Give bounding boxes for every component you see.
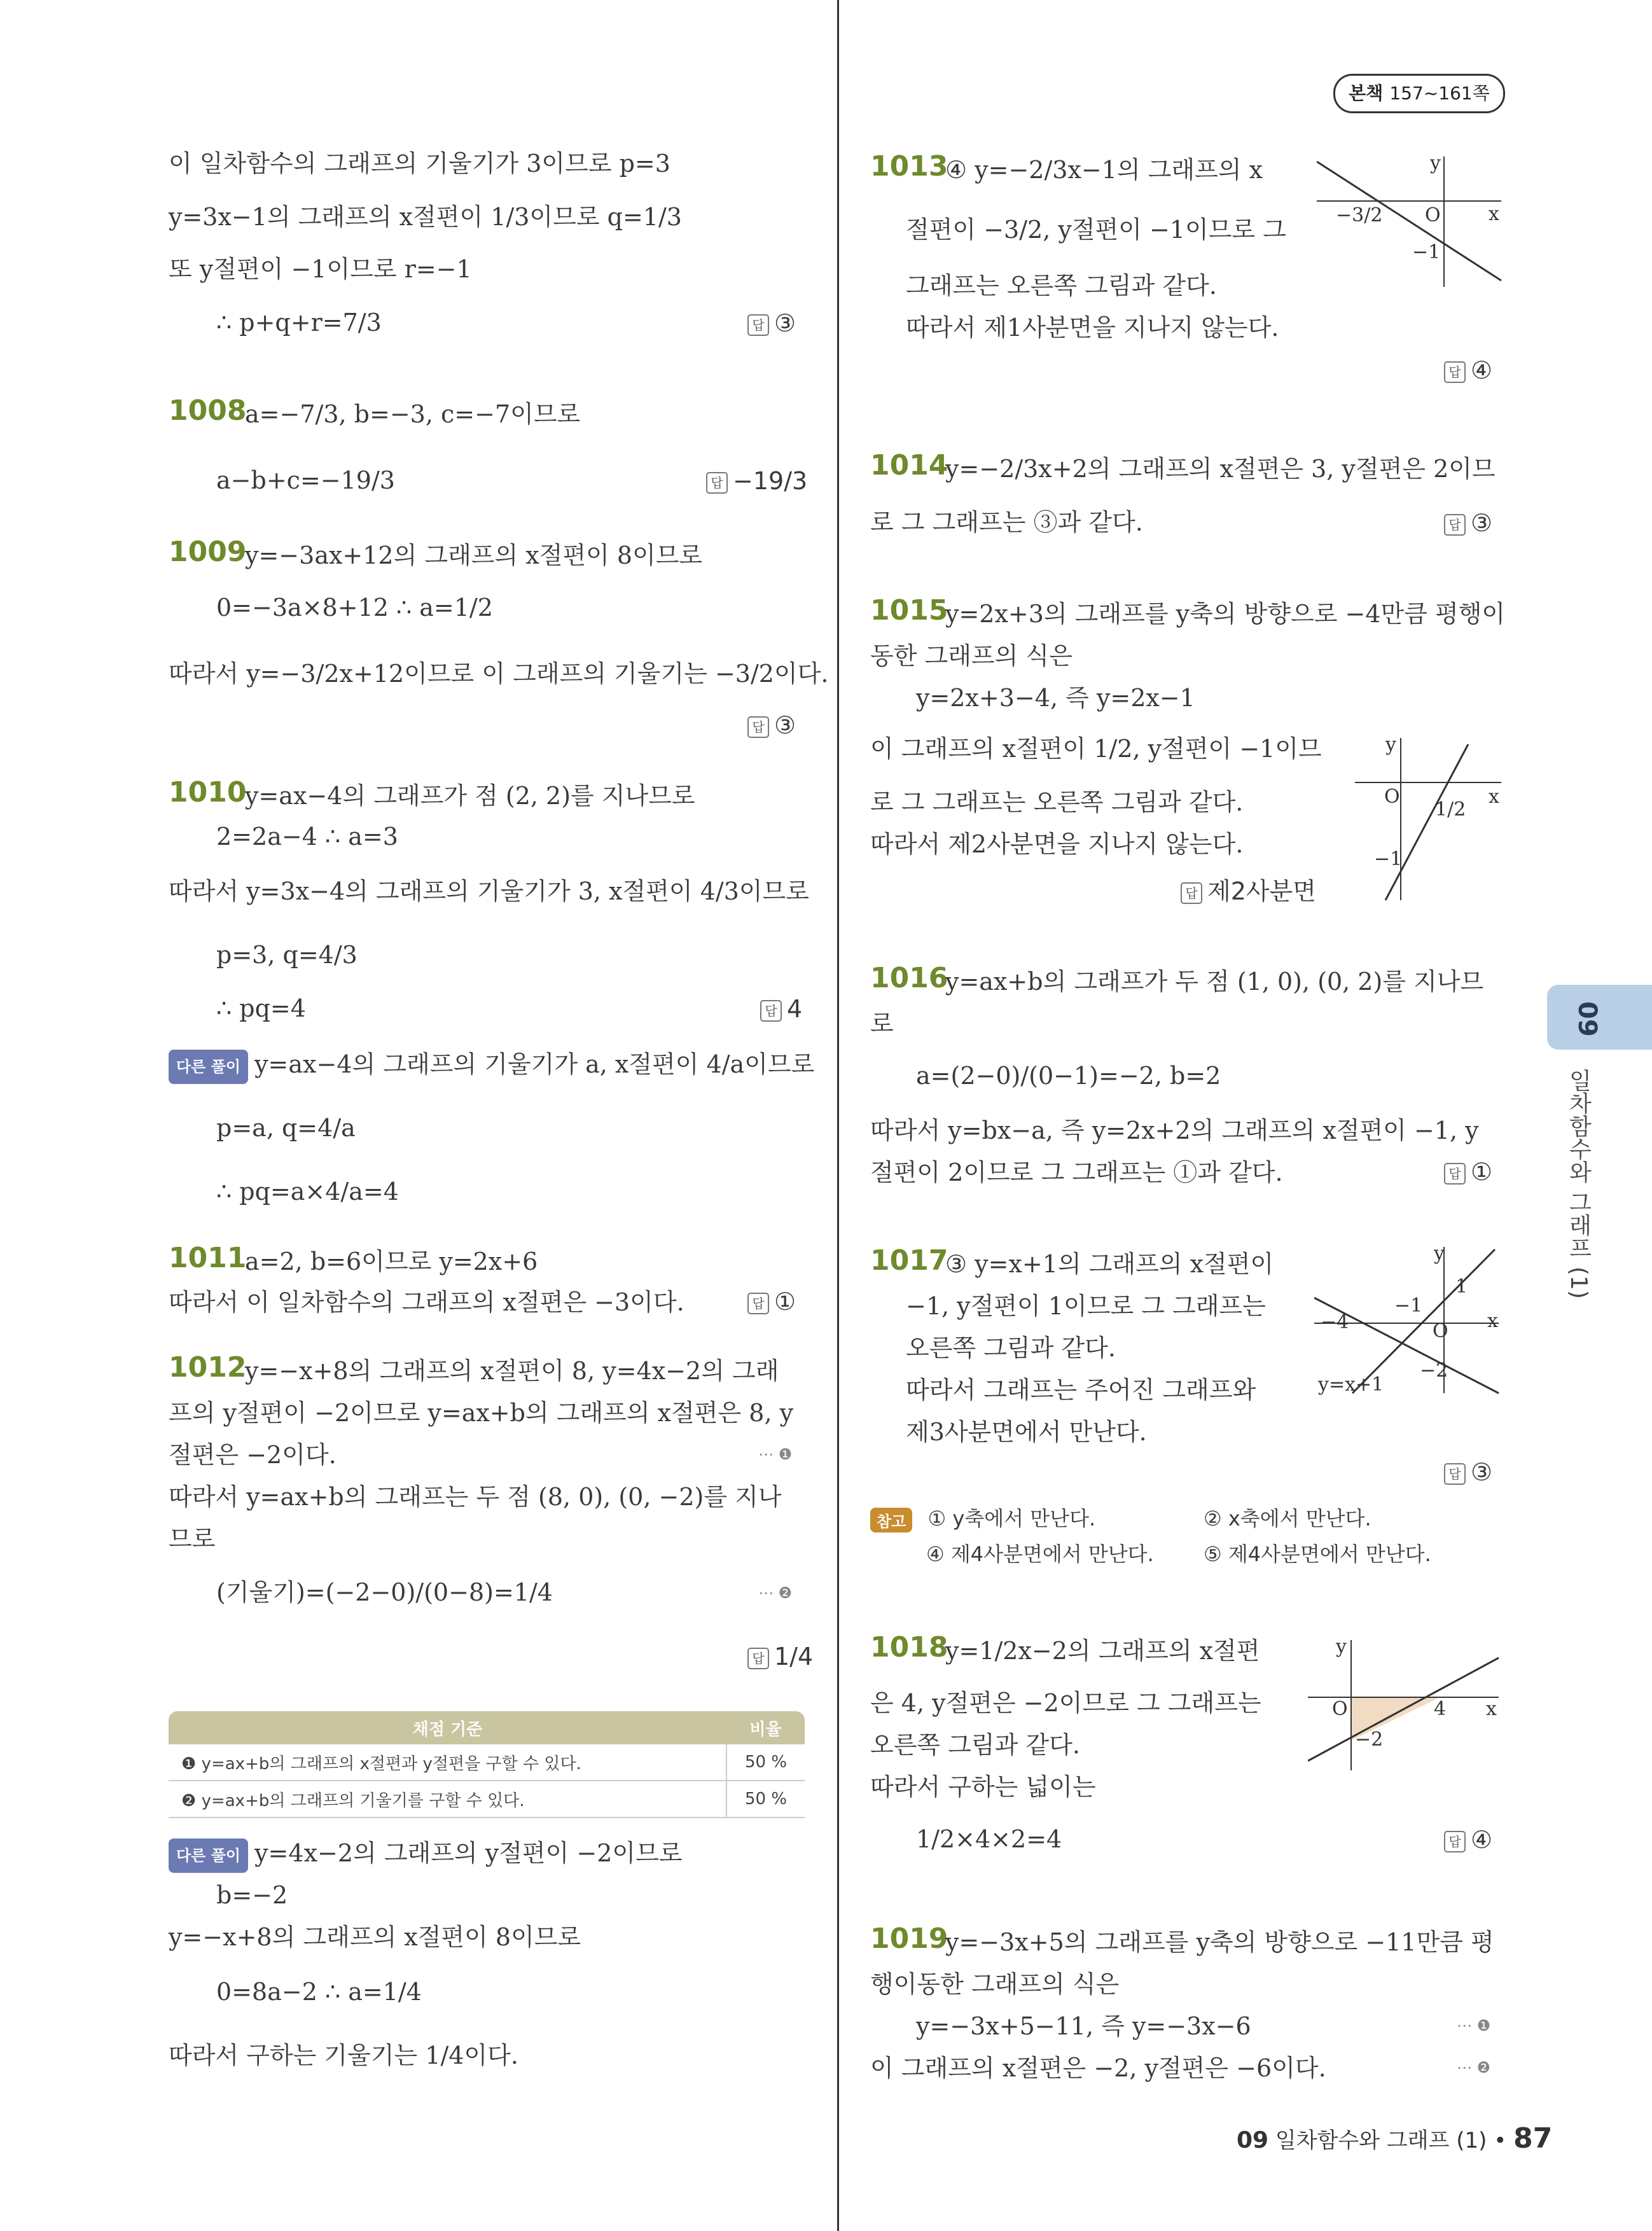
p1012-step-2: ⋯ ❷ xyxy=(758,1584,793,1602)
p1014-answer: 답 ③ xyxy=(1444,509,1492,537)
table-row xyxy=(169,1781,805,1817)
p1012-line-6: (기울기)=(−2−0)/(0−8)=1/4 xyxy=(216,1578,553,1606)
grading-header-ratio: 비율 xyxy=(726,1711,805,1744)
problem-number-1018: 1018 xyxy=(870,1631,948,1664)
p1009-line-3: 따라서 y=−3/2x+12이므로 이 그래프의 기울기는 −3/2이다. xyxy=(169,660,829,688)
p1008-answer: 답 −19/3 xyxy=(706,467,807,495)
answer-icon: 답 xyxy=(706,472,728,494)
graph-label: O xyxy=(1384,786,1400,808)
p1012-line-4: 따라서 y=ax+b의 그래프는 두 점 (8, 0), (0, −2)를 지나 xyxy=(169,1483,782,1511)
p1017-line-2: −1, y절편이 1이므로 그 그래프는 xyxy=(906,1292,1266,1320)
p1013-line-1: ④ y=−2/3x−1의 그래프의 x xyxy=(945,156,1263,184)
p1009-answer: 답 ③ xyxy=(747,711,796,739)
graph-label: −1 xyxy=(1394,1295,1423,1317)
p1012-answer: 답 1/4 xyxy=(747,1643,813,1671)
grading-ratio: 50 % xyxy=(726,1744,805,1781)
p1015-answer: 답 제2사분면 xyxy=(1181,872,1316,907)
column-divider xyxy=(837,0,839,2231)
graph-label: y=x+1 xyxy=(1318,1373,1384,1396)
grading-criterion: ❷ y=ax+b의 그래프의 기울기를 구할 수 있다. xyxy=(169,1781,726,1817)
p1015-line-4: 이 그래프의 x절편이 1/2, y절편이 −1이므 xyxy=(870,735,1322,763)
page-range-pill: 본책 157~161쪽 xyxy=(1333,74,1505,113)
answer-icon: 답 xyxy=(760,1000,782,1022)
p1013-line-4: 따라서 제1사분면을 지나지 않는다. xyxy=(906,314,1279,342)
p1018-answer: 답 ④ xyxy=(1444,1826,1492,1854)
problem-number-1011: 1011 xyxy=(169,1242,247,1274)
p1016-line-2: 로 xyxy=(870,1010,894,1038)
alt2-line-2: b=−2 xyxy=(216,1881,288,1909)
p1016-line-3: a=(2−0)/(0−1)=−2, b=2 xyxy=(916,1062,1221,1090)
p1016-line-4: 따라서 y=bx−a, 즉 y=2x+2의 그래프의 x절편이 −1, y xyxy=(870,1116,1479,1144)
p1012-line-1: y=−x+8의 그래프의 x절편이 8, y=4x−2의 그래 xyxy=(245,1357,779,1385)
intro-line-3: 또 y절편이 −1이므로 r=−1 xyxy=(169,255,472,283)
problem-number-1008: 1008 xyxy=(169,394,247,427)
intro-line-1: 이 일차함수의 그래프의 기울기가 3이므로 p=3 xyxy=(169,149,670,177)
problem-number-1014: 1014 xyxy=(870,449,948,482)
p1016-line-1: y=ax+b의 그래프가 두 점 (1, 0), (0, 2)를 지나므 xyxy=(945,968,1484,996)
p1014-line-2: 로 그 그래프는 ③과 같다. xyxy=(870,508,1143,536)
alt2-line-4: 0=8a−2 ∴ a=1/4 xyxy=(216,1978,422,2006)
p1010-alt-line-2: p=a, q=4/a xyxy=(216,1114,356,1142)
p1017-line-1: ③ y=x+1의 그래프의 x절편이 xyxy=(945,1250,1274,1278)
graph-label: −4 xyxy=(1321,1311,1349,1333)
answer-icon: 답 xyxy=(747,716,769,738)
intro-line-4: ∴ p+q+r=7/3 xyxy=(216,309,382,337)
p1018-line-2: 은 4, y절편은 −2이므로 그 그래프는 xyxy=(870,1689,1261,1717)
p1018-line-5: 1/2×4×2=4 xyxy=(916,1825,1062,1853)
p1017-line-4: 따라서 그래프는 주어진 그래프와 xyxy=(906,1376,1256,1404)
p1013-answer: 답 ④ xyxy=(1444,356,1492,384)
p1017-line-3: 오른쪽 그림과 같다. xyxy=(906,1334,1116,1362)
p1010-answer: 답 4 xyxy=(760,995,802,1023)
p1015-line-6: 따라서 제2사분면을 지나지 않는다. xyxy=(870,830,1244,858)
p1015-line-3: y=2x+3−4, 즉 y=2x−1 xyxy=(916,684,1195,712)
p1017-ref-row-1: 참고 ① y축에서 만난다. ② x축에서 만난다. xyxy=(870,1503,1095,1533)
p1012-step-1: ⋯ ❶ xyxy=(758,1445,793,1463)
p1011-line-2: 따라서 이 일차함수의 그래프의 x절편은 −3이다. xyxy=(169,1288,684,1316)
answer-icon: 답 xyxy=(1444,1831,1466,1852)
graph-label: x xyxy=(1489,203,1499,225)
graph-label: y xyxy=(1336,1636,1347,1658)
graph-label: −2 xyxy=(1420,1359,1448,1382)
p1019-line-4: 이 그래프의 x절편은 −2, y절편은 −6이다. xyxy=(870,2054,1326,2082)
problem-number-1012: 1012 xyxy=(169,1351,247,1384)
alt-solution-badge: 다른 풀이 xyxy=(169,1050,248,1084)
p1018-line-3: 오른쪽 그림과 같다. xyxy=(870,1731,1080,1759)
p1019-line-2: 행이동한 그래프의 식은 xyxy=(870,1970,1120,1998)
graph-label: 1 xyxy=(1455,1275,1468,1298)
chapter-side-tab[interactable]: 09 xyxy=(1547,985,1652,1050)
p1017-graph xyxy=(1314,1241,1505,1400)
intro-line-2: y=3x−1의 그래프의 x절편이 1/3이므로 q=1/3 xyxy=(169,203,682,231)
p1015-line-2: 동한 그래프의 식은 xyxy=(870,642,1072,670)
p1015-line-5: 로 그 그래프는 오른쪽 그림과 같다. xyxy=(870,788,1244,816)
p1013-graph xyxy=(1317,150,1508,290)
p1009-line-2: 0=−3a×8+12 ∴ a=1/2 xyxy=(216,594,493,622)
problem-number-1019: 1019 xyxy=(870,1922,948,1955)
p1010-line-3: 따라서 y=3x−4의 그래프의 기울기가 3, x절편이 4/3이므로 xyxy=(169,877,809,905)
p1017-line-5: 제3사분면에서 만난다. xyxy=(906,1418,1147,1446)
answer-icon: 답 xyxy=(747,1293,769,1314)
answer-icon: 답 xyxy=(1444,514,1466,536)
p1011-line-1: a=2, b=6이므로 y=2x+6 xyxy=(245,1248,538,1275)
graph-label: y xyxy=(1385,733,1396,756)
p1013-line-2: 절편이 −3/2, y절편이 −1이므로 그 xyxy=(906,216,1286,244)
p1019-line-1: y=−3x+5의 그래프를 y축의 방향으로 −11만큼 평 xyxy=(945,1928,1494,1956)
graph-label: O xyxy=(1332,1698,1348,1720)
graph-label: y xyxy=(1430,152,1441,174)
page-number: 87 xyxy=(1513,2122,1553,2155)
table-row xyxy=(169,1744,805,1781)
graph-label: x xyxy=(1489,786,1499,808)
p1013-line-3: 그래프는 오른쪽 그림과 같다. xyxy=(906,272,1217,300)
graph-label: −2 xyxy=(1355,1728,1384,1751)
p1016-line-5: 절편이 2이므로 그 그래프는 ①과 같다. xyxy=(870,1158,1283,1186)
graph-label: O xyxy=(1433,1320,1448,1342)
p1012-line-2: 프의 y절편이 −2이므로 y=ax+b의 그래프의 x절편은 8, y xyxy=(169,1399,794,1427)
p1014-line-1: y=−2/3x+2의 그래프의 x절편은 3, y절편은 2이므 xyxy=(945,455,1496,483)
p1018-line-1: y=1/2x−2의 그래프의 x절편 xyxy=(945,1637,1260,1665)
p1010-line-5: ∴ pq=4 xyxy=(216,994,306,1022)
answer-icon: 답 xyxy=(1444,1163,1466,1185)
answer-icon: 답 xyxy=(1444,361,1466,383)
p1008-line-1: a=−7/3, b=−3, c=−7이므로 xyxy=(245,400,581,428)
p1015-graph xyxy=(1355,732,1508,903)
answer-icon: 답 xyxy=(1181,882,1202,904)
p1011-answer: 답 ① xyxy=(747,1288,796,1316)
graph-label: O xyxy=(1425,204,1441,226)
p1010-line-4: p=3, q=4/3 xyxy=(216,941,357,969)
p1008-line-2: a−b+c=−19/3 xyxy=(216,466,395,494)
p1010-alt-line-1: 다른 풀이 y=ax−4의 그래프의 기울기가 a, x절편이 4/a이므로 xyxy=(169,1048,814,1084)
alt2-line-3: y=−x+8의 그래프의 x절편이 8이므로 xyxy=(169,1923,581,1951)
p1009-line-1: y=−3ax+12의 그래프의 x절편이 8이므로 xyxy=(245,541,703,569)
grading-criterion: ❶ y=ax+b의 그래프의 x절편과 y절편을 구할 수 있다. xyxy=(169,1744,726,1781)
p1019-step-1: ⋯ ❶ xyxy=(1457,2017,1491,2034)
p1019-step-2: ⋯ ❷ xyxy=(1457,2059,1491,2076)
reference-badge: 참고 xyxy=(870,1508,912,1533)
answer-icon: 답 xyxy=(747,314,769,336)
p1010-line-1: y=ax−4의 그래프가 점 (2, 2)를 지나므로 xyxy=(245,782,695,810)
problem-number-1010: 1010 xyxy=(169,776,247,809)
alt2-line-5: 따라서 구하는 기울기는 1/4이다. xyxy=(169,2041,518,2069)
graph-label: −3/2 xyxy=(1336,204,1383,226)
problem-number-1017: 1017 xyxy=(870,1244,948,1277)
chapter-side-title: 일차함수와 그래프 (1) xyxy=(1565,1069,1592,1299)
intro-answer: 답 ③ xyxy=(747,309,796,337)
graph-label: 1/2 xyxy=(1435,798,1466,821)
page-footer: 09 일차함수와 그래프 (1) • 87 xyxy=(1237,2122,1553,2155)
alt-solution-badge: 다른 풀이 xyxy=(169,1838,248,1873)
answer-icon: 답 xyxy=(1444,1463,1466,1485)
p1017-ref-row-2: ④ 제4사분면에서 만난다. ⑤ 제4사분면에서 만난다. xyxy=(926,1542,1431,1566)
grading-ratio: 50 % xyxy=(726,1781,805,1817)
p1018-graph xyxy=(1308,1634,1505,1774)
grading-table xyxy=(169,1711,805,1818)
problem-number-1016: 1016 xyxy=(870,962,948,994)
graph-label: −1 xyxy=(1412,241,1441,263)
p1018-line-4: 따라서 구하는 넓이는 xyxy=(870,1773,1096,1801)
p1015-line-1: y=2x+3의 그래프를 y축의 방향으로 −4만큼 평행이 xyxy=(945,600,1506,628)
p1019-line-3: y=−3x+5−11, 즉 y=−3x−6 xyxy=(916,2012,1251,2040)
graph-label: 4 xyxy=(1434,1698,1447,1720)
problem-number-1015: 1015 xyxy=(870,594,948,627)
grading-header-criteria: 채점 기준 xyxy=(169,1711,726,1744)
p1012-line-3: 절편은 −2이다. xyxy=(169,1441,337,1469)
p1016-answer: 답 ① xyxy=(1444,1158,1492,1186)
answer-icon: 답 xyxy=(747,1648,769,1669)
p1017-answer: 답 ③ xyxy=(1444,1458,1492,1486)
problem-number-1009: 1009 xyxy=(169,536,247,568)
p1010-line-2: 2=2a−4 ∴ a=3 xyxy=(216,823,398,851)
graph-label: −1 xyxy=(1374,848,1403,870)
graph-label: y xyxy=(1434,1242,1445,1265)
p1010-alt-line-3: ∴ pq=a×4/a=4 xyxy=(216,1178,399,1206)
p1012-line-5: 므로 xyxy=(169,1525,216,1553)
graph-label: x xyxy=(1487,1310,1498,1332)
alt2-line-1: 다른 풀이 y=4x−2의 그래프의 y절편이 −2이므로 xyxy=(169,1837,683,1873)
graph-label: x xyxy=(1486,1698,1497,1720)
problem-number-1013: 1013 xyxy=(870,150,948,183)
